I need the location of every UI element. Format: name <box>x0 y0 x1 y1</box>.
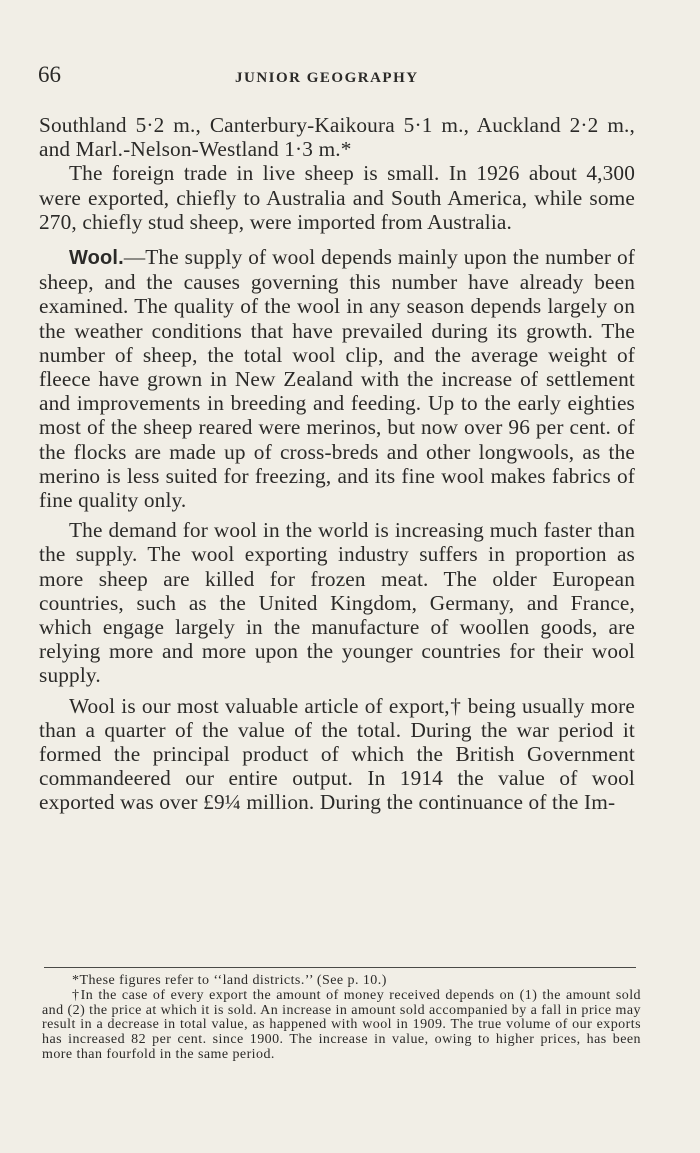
body-text <box>39 113 635 815</box>
footnote-divider <box>44 967 636 968</box>
paragraph-wool <box>39 245 635 512</box>
page-header <box>38 62 638 92</box>
running-head: JUNIOR GEOGRAPHY <box>235 70 419 86</box>
footnote-export-value: †In the case of every export the amount of money received depends on (1) the amount sold and (2) the price at which it is sold. An increase in amount sold accompanied by a fall in price may result in a decrease in total value, as happened with wool in 1909. The true volume of our exports has increased 82 per cent. since 1900. The increase in value, owing to higher prices, has been more than fourfold in the same period. <box>42 987 641 1062</box>
page-number: 66 <box>38 62 61 87</box>
paragraph-live-sheep-trade: The foreign trade in live sheep is small. In 1926 about 4,300 were exported, chiefly to Australia and South America, while some 270, chiefly stud sheep, were imported from Australia. <box>39 161 635 234</box>
paragraph-wool-export: Wool is our most valuable article of export,† being usually more than a quarter of the value of the total. During the war period it formed the principal product of which the British Government commandeered our entire output. In 1914 the value of wool exported was over £9¼ million. During the continuance of the Im- <box>39 693 635 815</box>
section-heading-wool: Wool. <box>69 247 124 270</box>
paragraph-wool-text: —The supply of wool depends mainly upon the number of sheep, and the causes governing this number have already been examined. The quality of the wool in any season depends largely on the weather conditions that have prevailed during its growth. The number of sheep, the total wool clip, and the average weight of fleece have grown in New Zealand with the increase of settlement and improvements in breeding and feeding. Up to the early eighties most of the sheep reared were merinos, but now over 96 per cent. of the flocks are made up of cross-breds and other longwools, as the merino is less suited for freezing, and its fine wool makes fabrics of fine quality only. <box>39 245 635 513</box>
paragraph-wool-demand: The demand for wool in the world is increasing much faster than the supply. The wool exporting industry suffers in proportion as more sheep are killed for frozen meat. The older European countries, such as the United Kingdom, Germany, and France, which engage largely in the manufacture of woollen goods, are relying more and more upon the younger countries for their wool supply. <box>39 518 635 688</box>
footnotes <box>42 974 641 1063</box>
footnote-land-districts: *These figures refer to ‘‘land districts.’’ (See p. 10.) <box>72 973 387 988</box>
paragraph-sheep-districts: Southland 5·2 m., Canterbury-Kaikoura 5·1 m., Auckland 2·2 m., and Marl.-Nelson-Westland 1·3 m.* <box>39 113 635 162</box>
